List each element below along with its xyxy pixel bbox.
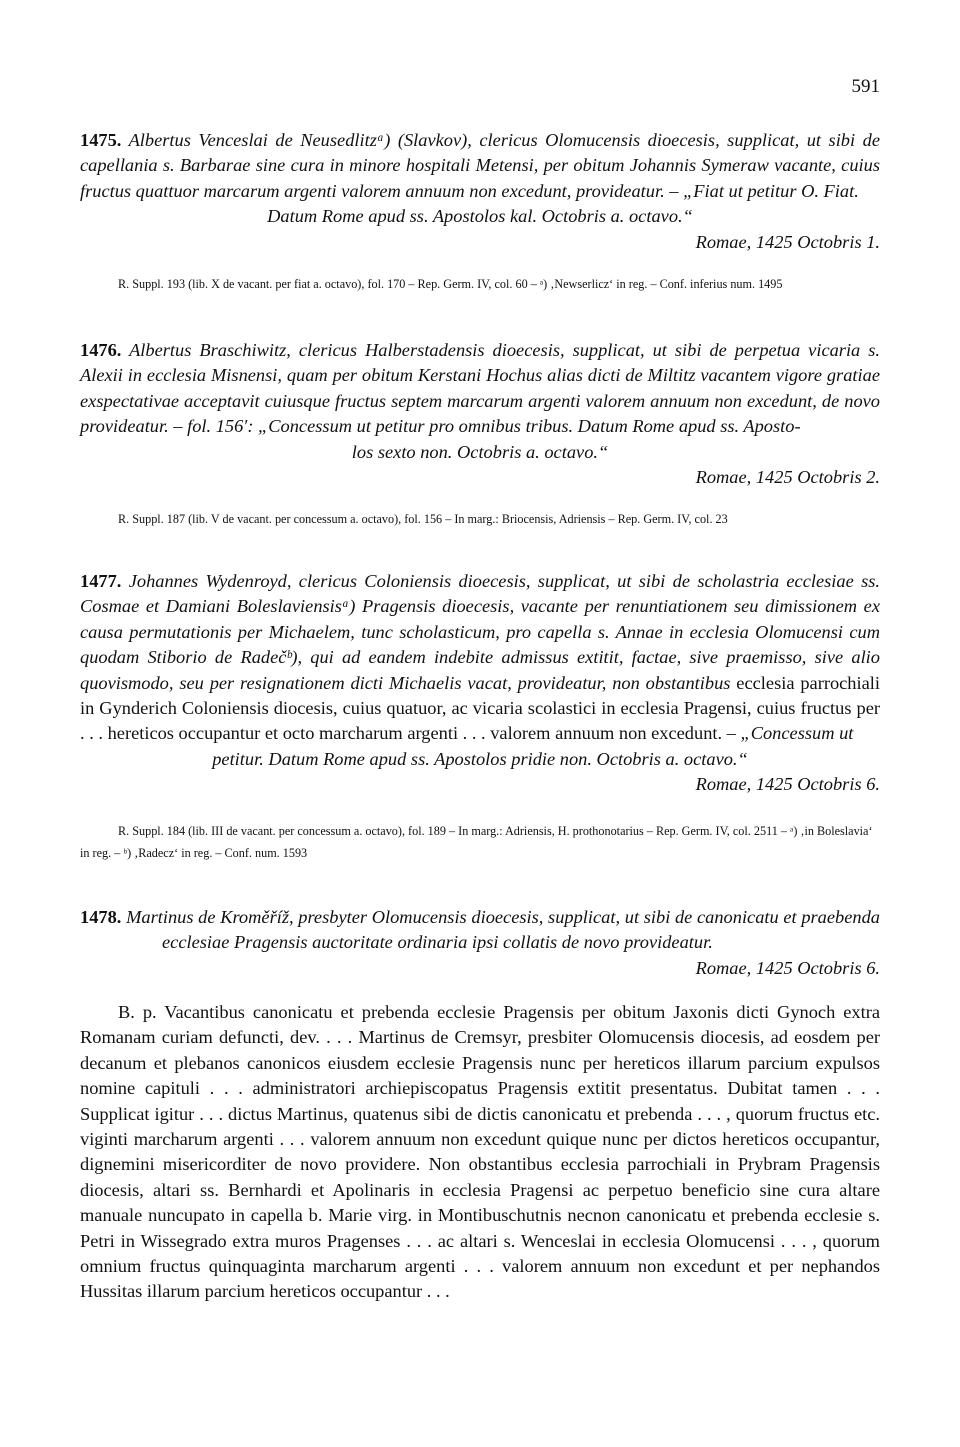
entry-summary: Martinus de Kroměříž, presbyter Olomucensis dioecesis, supplicat, ut sibi de canonicatu et praebenda ecclesiae Pragensis auctoritate ordinaria ipsi collatis de novo provideatur. xyxy=(126,907,880,953)
entry-text xyxy=(80,338,880,440)
entry-summary: Johannes Wydenroyd, clericus Coloniensis dioecesis, supplicat, ut sibi de scholastria ecclesiae ss. Cosmae et Damiani Boleslaviensisᵃ) Pragensis dioecesis, vacante per renuntiationem seu dimissionem ex causa permutationis per Michaelem, tunc scholasticum, pro capella s. Annae in ecclesia Olomucensi cum quodam Stiborio de Radečᵇ), qui ad eandem indebite admissus extitit, factae, sive praemisso, sive alio quovismodo, seu per resignationem dicti Michaelis vacat, provideatur, non obstantibus xyxy=(80,571,880,693)
entry-date: Romae, 1425 Octobris 6. xyxy=(695,957,880,978)
entry-1478 xyxy=(80,905,880,981)
entry-number: 1478. xyxy=(80,907,122,927)
footnote-1477: R. Suppl. 184 (lib. III de vacant. per concessum a. octavo), fol. 189 – In marg.: Adriensis, H. prothonotarius – Rep. Germ. IV, col. 2511 – ᵃ) ‚in Boleslavia‘ in reg. – ᵇ) ‚Radecz‘ in reg. – Conf. num. 1593 xyxy=(80,824,873,860)
entry-center-line: Datum Rome apud ss. Apostolos kal. Octobris a. octavo.“ xyxy=(267,206,693,227)
entry-1475 xyxy=(80,128,880,255)
entry-summary: Albertus Venceslai de Neusedlitzᵃ) (Slavkov), clericus Olomucensis dioecesis, supplicat, ut sibi de capellania s. Barbarae sine cura in minore hospitali Metensi, per obitum Johannis Symeraw vacante, cuius fructus quattuor marcarum argenti valorem annuum non excedunt, provideatur. – „Fiat ut petitur O. Fiat. xyxy=(80,130,880,201)
entry-1478-body: B. p. Vacantibus canonicatu et prebenda ecclesie Pragensis per obitum Jaxonis dicti Gynoch extra Romanam curiam defuncti, dev. . . . Martinus de Cremsyr, presbiter Olomucensis diocesis, ad eosdem per decanum et plebanos canonicos eiusdem ecclesie Pragensis nunc per hereticos illarum parcium expulsos nomine capituli . . . administratori archiepiscopatus Pragensis extitit presentatus. Dubitat tamen . . . Supplicat igitur . . . dictus Martinus, quatenus sibi de dictis canonicatu et prebenda . . . , quorum fructus etc. viginti marcharum argenti . . . valorem annuum non excedunt quique nunc per dictos hereticos occupantur, dignemini misericorditer de novo providere. Non obstantibus ecclesia parrochiali in Prybram Pragensis diocesis, altari ss. Bernhardi et Apolinaris in ecclesia Pragensi ac perpetuo beneficio sine cura altare manuale nuncupato in capella b. Marie virg. in Montibuschutnis necnon canonicatu et prebenda ecclesie s. Petri in Wissegrado extra muros Pragenses . . . ac altari s. Wenceslai in ecclesia Olomucensi . . . , quorum omnium fructus quinquaginta marcharum argenti . . . valorem annuum non excedunt et per nephandos Hussitas illarum parcium hereticos occupantur . . . xyxy=(80,1002,880,1302)
entry-center-line: petitur. Datum Rome apud ss. Apostolos pridie non. Octobris a. octavo.“ xyxy=(212,748,748,769)
entry-text xyxy=(80,128,880,204)
entry-tail: „Concessum ut xyxy=(735,723,854,744)
entry-date: Romae, 1425 Octobris 2. xyxy=(695,467,880,488)
footnote-1476: R. Suppl. 187 (lib. V de vacant. per concessum a. octavo), fol. 156 – In marg.: Briocensis, Adriensis – Rep. Germ. IV, col. 23 xyxy=(118,512,728,526)
entry-number: 1477. xyxy=(80,571,122,591)
entry-text xyxy=(80,569,880,747)
entry-date: Romae, 1425 Octobris 6. xyxy=(695,774,880,795)
entry-roman-text: ecclesia parrochiali in Gynderich Coloniensis diocesis, cuius quatuor, ac vicaria scolastici in ecclesia Pragensi, cuius fructus per . . . hereticos occupantur et octo marcharum argenti . . . valorem annuum non excedunt. – xyxy=(80,672,880,744)
entry-number: 1476. xyxy=(80,340,122,360)
entry-1477 xyxy=(80,569,880,798)
footnote-1475: R. Suppl. 193 (lib. X de vacant. per fiat a. octavo), fol. 170 – Rep. Germ. IV, col. 60 – ᵃ) ‚Newserlicz‘ in reg. – Conf. inferius num. 1495 xyxy=(118,277,783,291)
entry-1476 xyxy=(80,338,880,490)
entry-number: 1475. xyxy=(80,130,122,150)
entry-summary: Albertus Braschiwitz, clericus Halberstadensis dioecesis, supplicat, ut sibi de perpetua vicaria s. Alexii in ecclesia Misnensi, quam per obitum Kerstani Hochus alias dicti de Miltitz vacantem vigore gratiae exspectativae acceptavit cuiusque fructus septem marcarum argenti valorem annuum non excedunt, de novo provideatur. – fol. 156′: „Concessum ut petitur pro omnibus tribus. Datum Rome apud ss. Aposto- xyxy=(80,340,881,437)
page-number: 591 xyxy=(851,76,880,97)
entry-center-line: los sexto non. Octobris a. octavo.“ xyxy=(351,441,609,462)
entry-date: Romae, 1425 Octobris 1. xyxy=(695,231,880,252)
entry-text xyxy=(80,905,880,956)
